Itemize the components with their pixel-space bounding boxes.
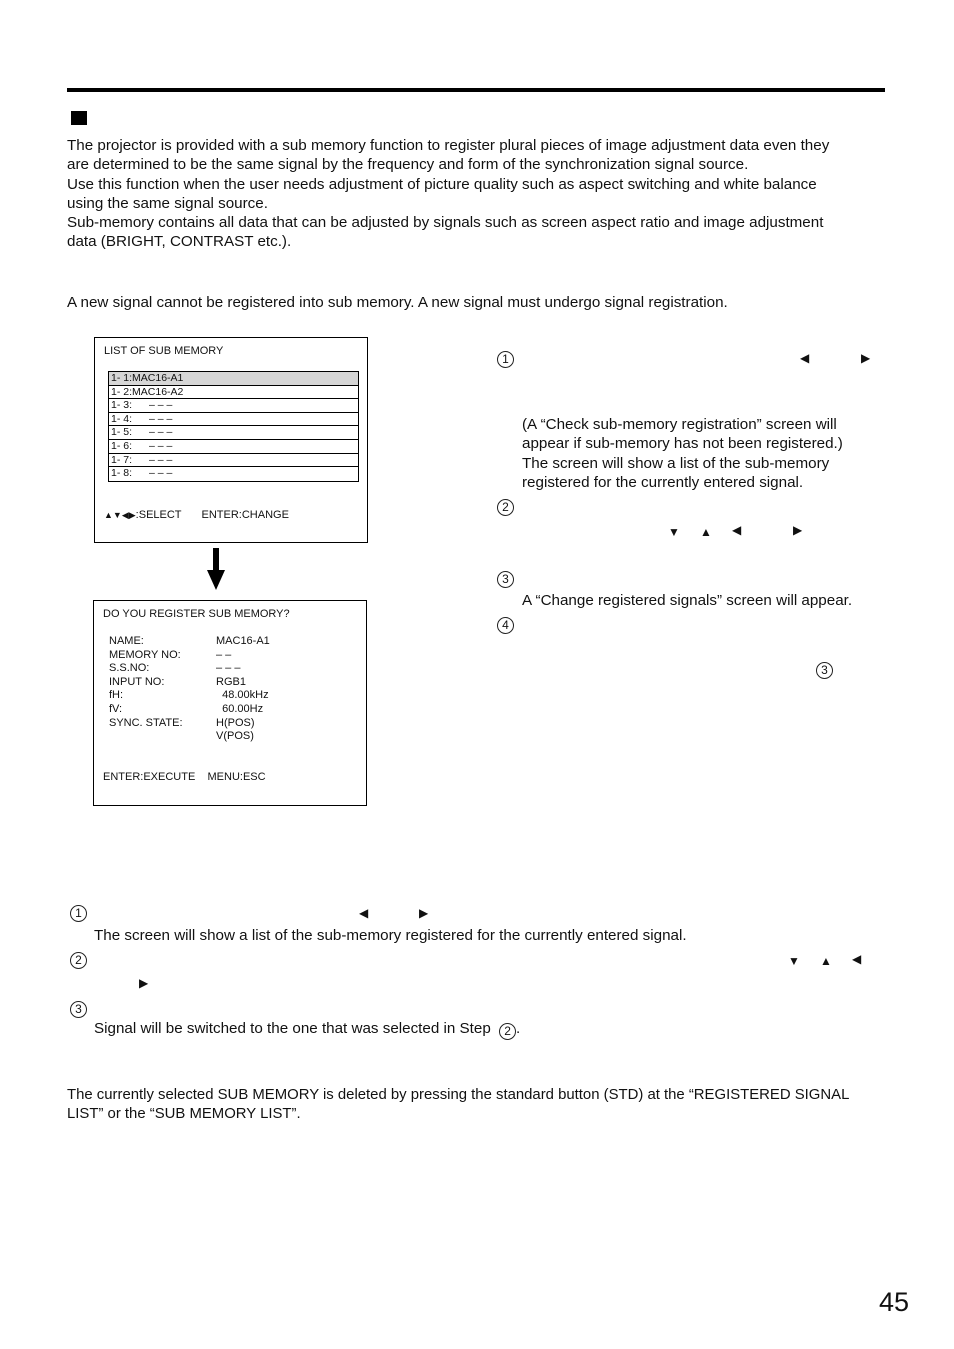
step-number-1: 1 [497, 351, 514, 368]
step1-description: (A “Check sub-memory registration” screen will appear if sub-memory has not been registered.) The screen will show a list of the sub-memory registered for the currently entered signal. [522, 416, 843, 491]
sub-memory-row[interactable]: 1- 1:MAC16-A1 [109, 372, 358, 386]
info-row: MEMORY NO: – – [109, 648, 232, 661]
left-arrow-icon: ◀ [732, 523, 742, 537]
flow-arrow-shaft [213, 548, 219, 572]
down-arrow-icon: ▼ [788, 954, 800, 968]
intro-line: The projector is provided with a sub memory function to register plural pieces of image adjustment data even they [67, 137, 830, 154]
sub-memory-row[interactable]: 1- 8: – – – [111, 467, 173, 480]
right-arrow-icon: ▶ [793, 523, 803, 537]
section-marker-square [71, 111, 87, 125]
step-number-3: 3 [497, 571, 514, 588]
sub-memory-row[interactable]: 1- 6: – – – [109, 440, 358, 454]
info-row: INPUT NO: RGB1 [109, 675, 246, 688]
switch-step1-description: The screen will show a list of the sub-memory registered for the currently entered signal. [94, 927, 687, 944]
up-arrow-icon: ▲ [820, 954, 832, 968]
sub-memory-list-screen [94, 337, 368, 543]
right-arrow-icon: ▶ [861, 351, 871, 365]
step-reference-2: 2 [499, 1023, 516, 1040]
left-arrow-icon: ◀ [359, 906, 369, 920]
up-arrow-icon: ▲ [700, 525, 712, 539]
flow-arrow-down-icon [207, 570, 225, 590]
step-number-2: 2 [70, 952, 87, 969]
register-sub-memory-screen [93, 600, 367, 806]
info-row: SYNC. STATE: H(POS) [109, 716, 255, 729]
info-row: fH: 48.00kHz [109, 689, 269, 702]
switch-step3-description: Signal will be switched to the one that was selected in Step 2 . [94, 1020, 521, 1038]
intro-line: using the same signal source. [67, 194, 268, 212]
intro-line: are determined to be the same signal by the frequency and form of the synchronization signal source. [67, 156, 749, 174]
screen-footer: ▲▼◀▶:SELECT ENTER:CHANGE [104, 509, 289, 521]
info-row: V(POS) [216, 730, 254, 743]
left-arrow-icon: ◀ [800, 351, 810, 365]
step3-description: A “Change registered signals” screen will appear. [522, 592, 853, 609]
left-arrow-icon: ◀ [852, 952, 862, 966]
right-arrow-icon: ▶ [419, 906, 429, 920]
select-arrows-icon: ▲▼◀▶ [104, 510, 136, 520]
step-reference-3: 3 [816, 662, 833, 679]
sub-memory-row[interactable]: 1- 2:MAC16-A2 [109, 386, 358, 400]
sub-memory-row[interactable]: 1- 3: – – – [109, 399, 358, 413]
header-rule [67, 88, 885, 92]
sub-memory-row[interactable]: 1- 5: – – – [109, 426, 358, 440]
intro-paragraph [67, 136, 829, 252]
step-number-3: 3 [70, 1001, 87, 1018]
down-arrow-icon: ▼ [668, 525, 680, 539]
intro-line: Sub-memory contains all data that can be adjusted by signals such as screen aspect ratio and image adjustment [67, 214, 824, 232]
step-number-2: 2 [497, 499, 514, 516]
sub-memory-table [108, 371, 359, 482]
intro-line: Use this function when the user needs adjustment of picture quality such as aspect switching and white balance [67, 175, 817, 193]
intro-line: data (BRIGHT, CONTRAST etc.). [67, 233, 292, 251]
new-signal-note: A new signal cannot be registered into sub memory. A new signal must undergo signal registration. [67, 294, 728, 311]
sub-memory-row[interactable]: 1- 4: – – – [109, 413, 358, 427]
screen-footer: ENTER:EXECUTE MENU:ESC [103, 771, 266, 783]
screen-title: LIST OF SUB MEMORY [104, 345, 224, 357]
screen-title: DO YOU REGISTER SUB MEMORY? [103, 608, 290, 620]
page-number: 45 [879, 1287, 910, 1317]
step-number-1: 1 [70, 905, 87, 922]
right-arrow-icon: ▶ [139, 976, 149, 990]
info-row: NAME: MAC16-A1 [109, 635, 270, 647]
info-row: fV: 60.00Hz [109, 702, 264, 715]
info-row: S.S.NO: – – – [109, 662, 241, 675]
delete-note: The currently selected SUB MEMORY is deleted by pressing the standard button (STD) at the “REGISTERED SIGNAL LIST” or the “SUB MEMORY LIST”. [67, 1087, 850, 1123]
signal-info-list [109, 635, 270, 744]
sub-memory-row[interactable]: 1- 7: – – – [109, 454, 358, 468]
step-number-4: 4 [497, 617, 514, 634]
